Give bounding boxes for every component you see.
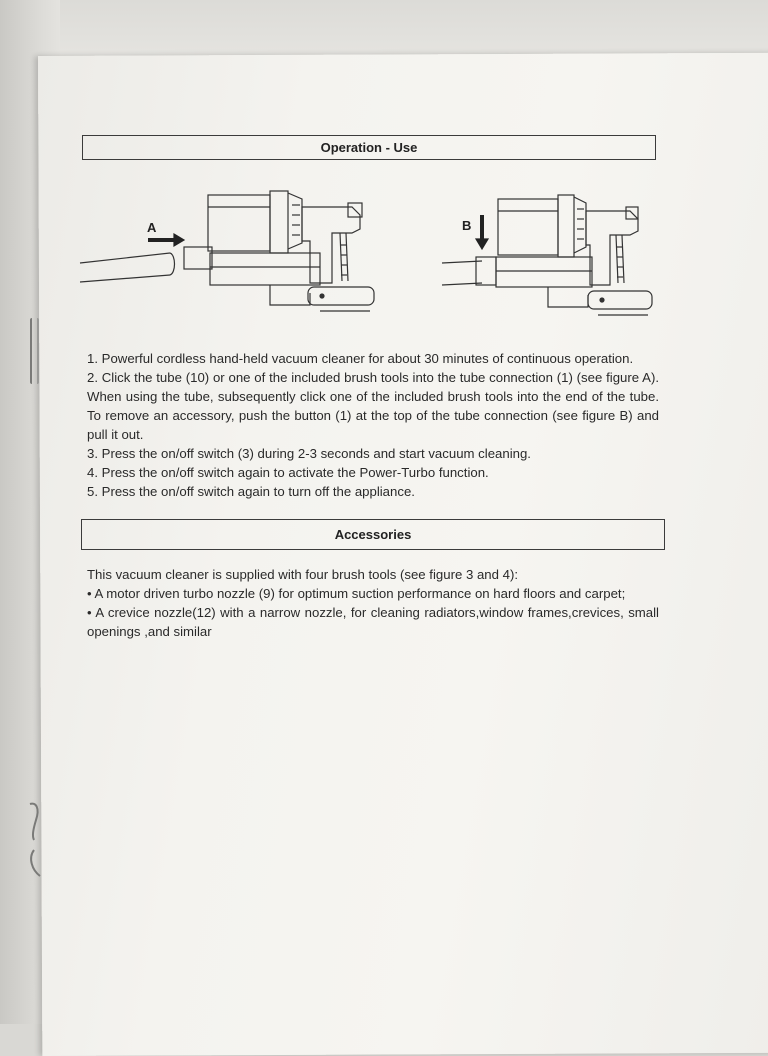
accessories-body xyxy=(87,565,659,641)
binding-staple-top xyxy=(30,318,39,384)
operation-heading-text: Operation - Use xyxy=(320,140,418,155)
figure-label-a: A xyxy=(147,220,157,235)
figure-label-b: B xyxy=(462,218,472,233)
operation-step-5: 5. Press the on/off switch again to turn off the appliance. xyxy=(87,484,415,499)
binding-staple-bottom xyxy=(22,800,48,882)
operation-step-3: 3. Press the on/off switch (3) during 2-3 seconds and start vacuum cleaning. xyxy=(87,446,531,461)
accessories-heading xyxy=(81,519,665,550)
operation-steps xyxy=(87,349,659,501)
operation-step-2: 2. Click the tube (10) or one of the included brush tools into the tube connection (1) (see figure A). When using the tube, subsequently click one of the included brush tools into the end of the tube. To remove an accessory, push the button (1) at the top of the tube connection (see figure B) and pull it out. xyxy=(87,370,659,442)
figure-a xyxy=(80,191,374,311)
operation-figures xyxy=(70,185,670,330)
accessories-bullet-2: • A crevice nozzle(12) with a narrow nozzle, for cleaning radiators,window frames,crevices, small openings ,and similar xyxy=(87,605,659,639)
accessories-heading-text: Accessories xyxy=(334,527,412,542)
accessories-bullet-1: • A motor driven turbo nozzle (9) for optimum suction performance on hard floors and carpet; xyxy=(87,586,626,601)
operation-heading xyxy=(82,135,656,160)
operation-step-1: 1. Powerful cordless hand-held vacuum cleaner for about 30 minutes of continuous operation. xyxy=(87,351,634,366)
figure-b xyxy=(442,195,652,315)
accessories-intro: This vacuum cleaner is supplied with four brush tools (see figure 3 and 4): xyxy=(87,567,519,582)
operation-step-4: 4. Press the on/off switch again to activate the Power-Turbo function. xyxy=(87,465,489,480)
